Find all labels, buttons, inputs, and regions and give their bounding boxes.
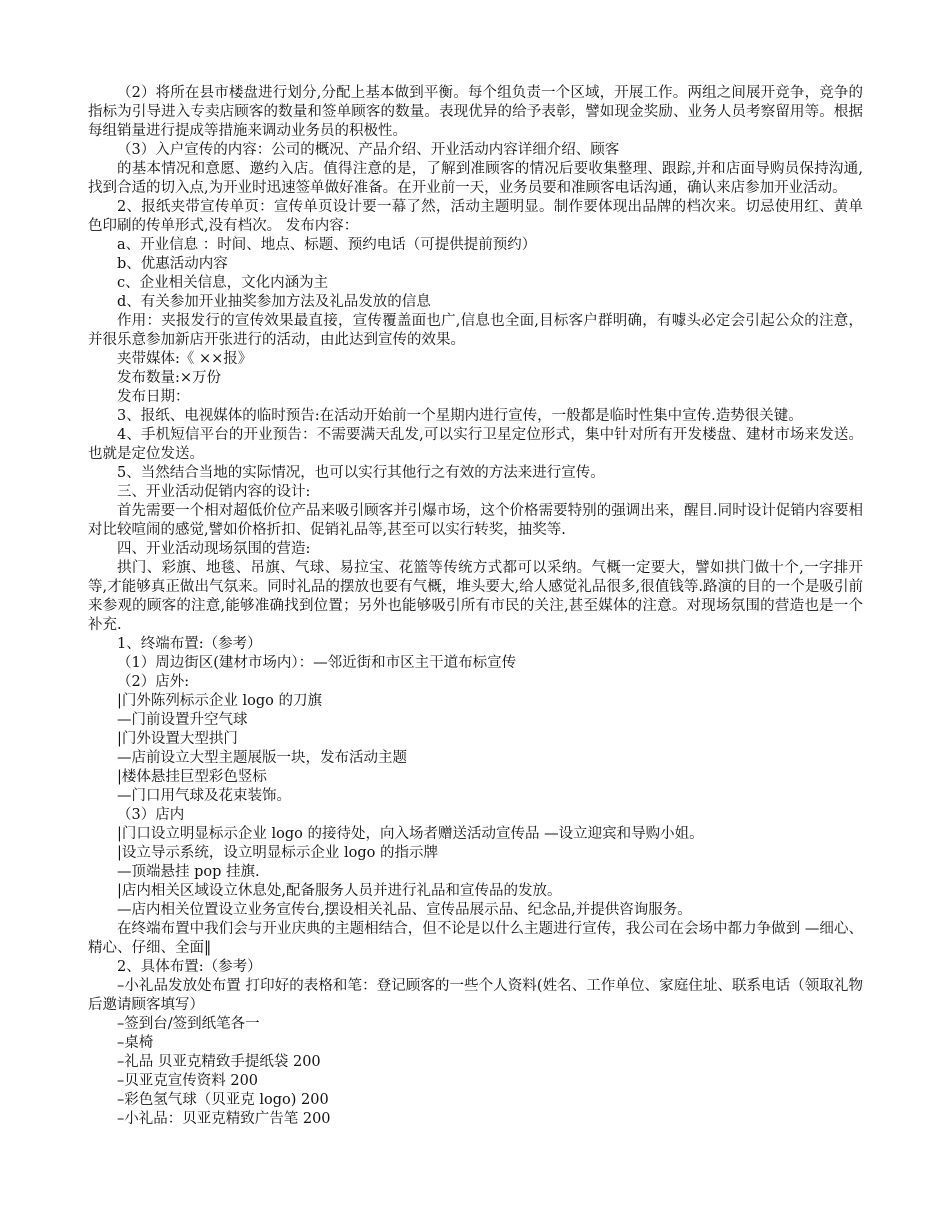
list-item: —店前设立大型主题展版一块，发布活动主题 bbox=[117, 750, 407, 766]
paragraph: 发布数量:×万份 bbox=[117, 370, 222, 386]
section-heading: 四、开业活动现场氛围的营造: bbox=[117, 541, 311, 557]
list-item: —门口用气球及花束装饰。 bbox=[117, 788, 291, 804]
list-item: b、优惠活动内容 bbox=[117, 256, 228, 272]
list-item: –彩色氢气球（贝亚克 logo) 200 bbox=[117, 1092, 329, 1108]
subheading: 2、具体布置:（参考） bbox=[117, 959, 262, 975]
list-item: —门前设置升空气球 bbox=[117, 712, 248, 728]
list-item: –签到台/签到纸笔各一 bbox=[117, 1016, 260, 1032]
list-item: –小礼品：贝亚克精致广告笔 200 bbox=[117, 1111, 331, 1127]
list-item: –贝亚克宣传资料 200 bbox=[117, 1073, 259, 1089]
list-item: |门外设置大型拱门 bbox=[117, 731, 238, 747]
list-item: —店内相关位置设立业务宣传台,摆设相关礼品、宣传品展示品、纪念品,并提供咨询服务。 bbox=[117, 902, 692, 918]
paragraph: 5、当然结合当地的实际情况，也可以实行其他行之有效的方法来进行宣传。 bbox=[117, 465, 605, 481]
list-item: |门外陈列标示企业 logo 的刀旗 bbox=[117, 693, 322, 709]
list-item: |设立导示系统，设立明显标示企业 logo 的指示牌 bbox=[117, 845, 438, 861]
list-item: |楼体悬挂巨型彩色竖标 bbox=[117, 769, 267, 785]
list-item: a、开业信息 ：时间、地点、标题、预约电话（可提供提前预约） bbox=[117, 237, 537, 253]
list-item: –桌椅 bbox=[117, 1035, 154, 1051]
paragraph: 作用：夹报发行的宣传效果最直接，宣传覆盖面也广,信息也全面,目标客户群明确，有噱头必定会引起公众的注意，并很乐意参加新店开张进行的活动，由此达到宣传的效果。 bbox=[88, 313, 863, 348]
list-item: （1）周边街区(建材市场内）：—邻近街和市区主干道布标宣传 bbox=[117, 655, 517, 671]
list-item: |店内相关区域设立休息处,配备服务人员并进行礼品和宣传品的发放。 bbox=[117, 883, 562, 899]
list-item: |门口设立明显标示企业 logo 的接待处，向入场者赠送活动宣传品 —设立迎宾和导购小姐。 bbox=[117, 826, 704, 842]
paragraph: 在终端布置中我们会与开业庆典的主题相结合，但不论是以什么主题进行宣传，我公司在会场中都力争做到 —细心、精心、仔细、全面‖ bbox=[88, 921, 863, 956]
paragraph: 的基本情况和意愿、邀约入店。值得注意的是，了解到准顾客的情况后要收集整理、跟踪,并和店面导购员保持沟通,找到合适的切入点,为开业时迅速签单做好准备。在开业前一天，业务员要和准顾客电话沟通，确认来店参加开业活动。 bbox=[88, 161, 863, 196]
subheading: 1、终端布置:（参考） bbox=[117, 636, 262, 652]
paragraph: 拱门、彩旗、地毯、吊旗、气球、易拉宝、花篮等传统方式都可以采纳。气概一定要大，譬如拱门做十个,一字排开等,才能够真正做出气氛来。同时礼品的摆放也要有气概，堆头要大,给人感觉礼品很多,很值钱等.路演的目的一个是吸引前来参观的顾客的注意,能够准确找到位置；另外也能够吸引所有市民的关注,甚至媒体的注意。对现场氛围的营造也是一个补充. bbox=[88, 560, 863, 633]
list-item: –礼品 贝亚克精致手提纸袋 200 bbox=[117, 1054, 321, 1070]
list-item: （3）店内 bbox=[117, 807, 185, 823]
document-body bbox=[88, 84, 863, 1129]
paragraph: 2、报纸夹带宣传单页：宣传单页设计要一幕了然，活动主题明显。制作要体现出品牌的档次来。切忌使用红、黄单色印刷的传单形式,没有档次。 发布内容： bbox=[88, 199, 863, 234]
list-item: d、有关参加开业抽奖参加方法及礼品发放的信息 bbox=[117, 294, 431, 310]
paragraph: 夹带媒体:《 ××报》 bbox=[117, 351, 253, 367]
list-item: c、企业相关信息，文化内涵为主 bbox=[117, 275, 329, 291]
paragraph: 3、报纸、电视媒体的临时预告:在活动开始前一个星期内进行宣传，一般都是临时性集中宣传.造势很关键。 bbox=[117, 408, 803, 424]
paragraph: 发布日期： bbox=[117, 389, 190, 405]
paragraph: 4、手机短信平台的开业预告：不需要满天乱发,可以实行卫星定位形式，集中针对所有开发楼盘、建材市场来发送。也就是定位发送。 bbox=[88, 427, 863, 462]
list-item: —顶端悬挂 pop 挂旗. bbox=[117, 864, 260, 880]
list-item: –小礼品发放处布置 打印好的表格和笔：登记顾客的一些个人资料(姓名、工作单位、家庭住址、联系电话（领取礼物后邀请顾客填写） bbox=[88, 978, 863, 1013]
paragraph: （2）将所在县市楼盘进行划分,分配上基本做到平衡。每个组负责一个区域，开展工作。两组之间展开竞争，竞争的指标为引导进入专卖店顾客的数量和签单顾客的数量。表现优异的给予表彰，譬如现金奖励、业务人员考察留用等。根据每组销量进行提成等措施来调动业务员的积极性。 bbox=[88, 85, 863, 139]
list-item: （2）店外: bbox=[117, 674, 190, 690]
paragraph: 首先需要一个相对超低价位产品来吸引顾客并引爆市场，这个价格需要特别的强调出来，醒目.同时设计促销内容要相对比较喧闹的感觉,譬如价格折扣、促销礼品等,甚至可以实行转奖，抽奖等. bbox=[88, 503, 863, 538]
paragraph: （3）入户宣传的内容：公司的概况、产品介绍、开业活动内容详细介绍、顾客 bbox=[117, 142, 620, 158]
section-heading: 三、开业活动促销内容的设计: bbox=[117, 484, 311, 500]
